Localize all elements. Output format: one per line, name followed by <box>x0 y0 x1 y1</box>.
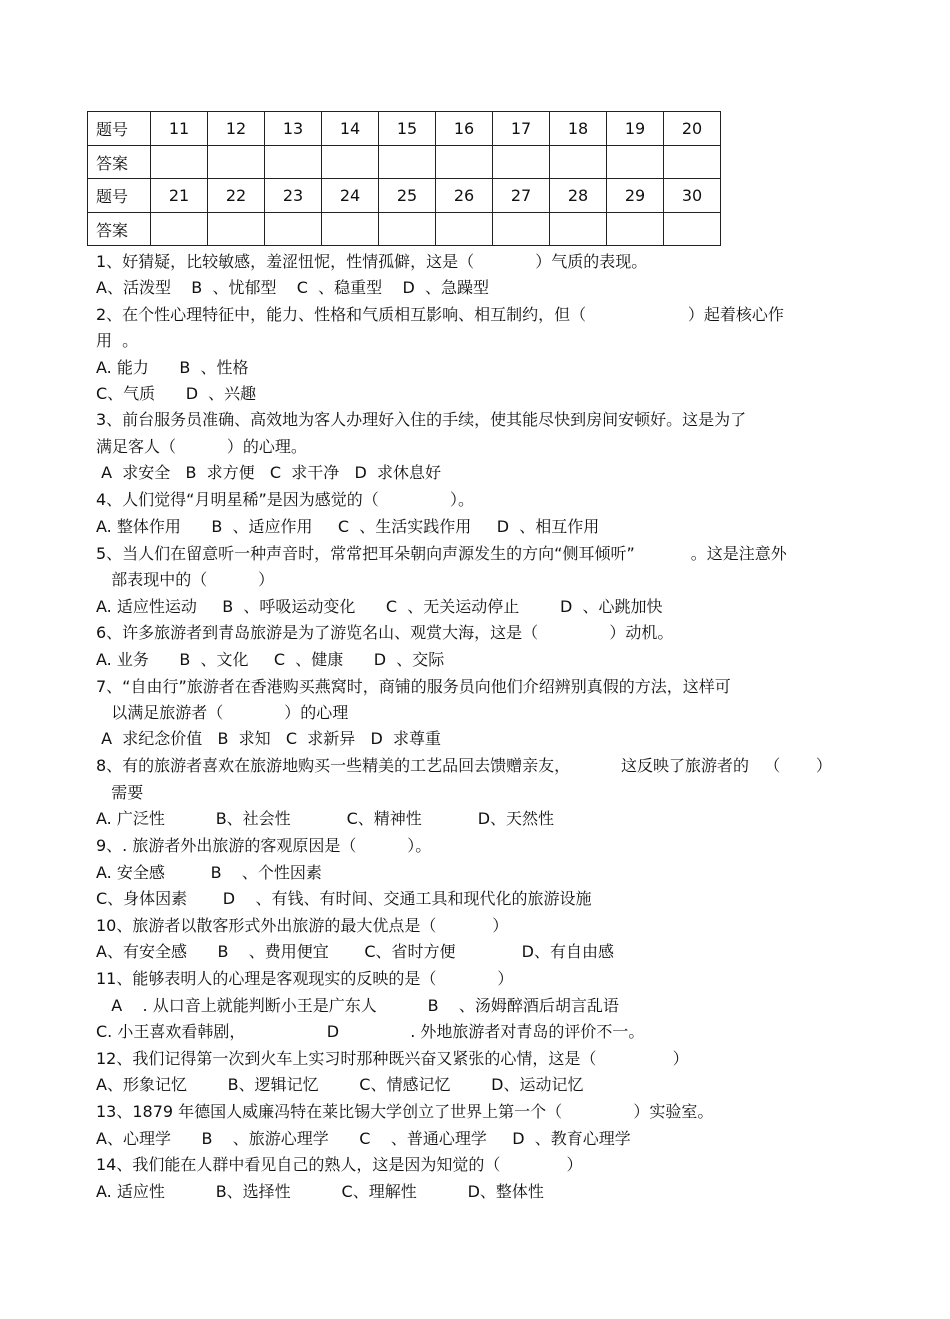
question-line: 以满足旅游者（ ）的心理 <box>96 703 349 722</box>
grid-question-number: 16 <box>436 112 493 146</box>
question-line: A. 业务 B 、文化 C 、健康 D 、交际 <box>96 650 445 669</box>
question-line: 6、许多旅游者到青岛旅游是为了游览名山、观赏大海，这是（ ）动机。 <box>96 623 674 642</box>
question-line: A、形象记忆 B、逻辑记忆 C、情感记忆 D、运动记忆 <box>96 1075 584 1094</box>
question-line: 4、人们觉得“月明星稀”是因为感觉的（ ）。 <box>96 490 474 509</box>
question-line: 13、1879 年德国人威廉冯特在莱比锡大学创立了世界上第一个（ ）实验室。 <box>96 1102 714 1121</box>
question-line: 9、. 旅游者外出旅游的客观原因是（ ）。 <box>96 836 432 855</box>
question-line: 需要 <box>96 783 144 802</box>
question-line: 满足客人（ ）的心理。 <box>96 437 307 456</box>
question-line: 部表现中的（ ） <box>96 570 275 589</box>
question-line: 12、我们记得第一次到火车上实习时那种既兴奋又紧张的心情，这是（ ） <box>96 1049 689 1068</box>
grid-question-number: 21 <box>151 179 208 213</box>
grid-question-number: 17 <box>493 112 550 146</box>
question-line: C、身体因素 D 、有钱、有时间、交通工具和现代化的旅游设施 <box>96 889 592 908</box>
question-line: 14、我们能在人群中看见自己的熟人，这是因为知觉的（ ） <box>96 1155 583 1174</box>
question-line: A 求安全 B 求方便 C 求干净 D 求休息好 <box>96 463 441 482</box>
grid-row-label: 答案 <box>88 213 151 246</box>
question-line: 5、当人们在留意听一种声音时，常常把耳朵朝向声源发生的方向“侧耳倾听” 。这是注意外 <box>96 544 787 563</box>
grid-question-number: 24 <box>322 179 379 213</box>
question-line: C. 小王喜欢看韩剧， D . 外地旅游者对青岛的评价不一。 <box>96 1022 645 1041</box>
grid-question-number: 20 <box>664 112 721 146</box>
grid-question-number: 23 <box>265 179 322 213</box>
question-line: A、活泼型 B 、忧郁型 C 、稳重型 D 、急躁型 <box>96 278 489 297</box>
question-line: A. 广泛性 B、社会性 C、精神性 D、天然性 <box>96 809 555 828</box>
grid-question-number: 18 <box>550 112 607 146</box>
grid-question-number: 22 <box>208 179 265 213</box>
question-line: 7、“自由行”旅游者在香港购买燕窝时，商铺的服务员向他们介绍辨别真假的方法，这样可 <box>96 677 731 696</box>
question-line: 8、有的旅游者喜欢在旅游地购买一些精美的工艺品回去馈赠亲友， 这反映了旅游者的 （ ） <box>96 756 832 775</box>
grid-row-label: 题号 <box>88 179 151 213</box>
question-line: A 求纪念价值 B 求知 C 求新异 D 求尊重 <box>96 729 441 748</box>
grid-question-number: 25 <box>379 179 436 213</box>
question-line: A . 从口音上就能判断小王是广东人 B 、汤姆醉酒后胡言乱语 <box>96 996 619 1015</box>
grid-question-number: 14 <box>322 112 379 146</box>
grid-question-number: 13 <box>265 112 322 146</box>
question-line: A. 安全感 B 、个性因素 <box>96 863 322 882</box>
question-line: 3、前台服务员准确、高效地为客人办理好入住的手续，使其能尽快到房间安顿好。这是为了 <box>96 410 747 429</box>
question-line: 11、能够表明人的心理是客观现实的反映的是（ ） <box>96 969 514 988</box>
grid-question-number: 11 <box>151 112 208 146</box>
question-line: A、有安全感 B 、费用便宜 C、省时方便 D、有自由感 <box>96 942 614 961</box>
grid-question-number: 12 <box>208 112 265 146</box>
question-line: 10、旅游者以散客形式外出旅游的最大优点是（ ） <box>96 916 509 935</box>
question-line: A. 整体作用 B 、适应作用 C 、生活实践作用 D 、相互作用 <box>96 517 600 536</box>
grid-question-number: 29 <box>607 179 664 213</box>
question-line: A. 适应性运动 B 、呼吸运动变化 C 、无关运动停止 D 、心跳加快 <box>96 597 663 616</box>
question-line: A、心理学 B 、旅游心理学 C 、普通心理学 D 、教育心理学 <box>96 1129 631 1148</box>
grid-question-number: 30 <box>664 179 721 213</box>
grid-question-number: 15 <box>379 112 436 146</box>
grid-question-number: 26 <box>436 179 493 213</box>
question-line: A. 能力 B 、性格 <box>96 358 249 377</box>
grid-question-number: 28 <box>550 179 607 213</box>
question-line: C、气质 D 、兴趣 <box>96 384 257 403</box>
grid-question-number: 19 <box>607 112 664 146</box>
grid-question-number: 27 <box>493 179 550 213</box>
question-line: A. 适应性 B、选择性 C、理解性 D、整体性 <box>96 1182 544 1201</box>
question-line: 1、好猜疑，比较敏感，羞涩忸怩，性情孤僻，这是（ ）气质的表现。 <box>96 252 648 271</box>
grid-row-label: 题号 <box>88 112 151 146</box>
question-line: 用 。 <box>96 331 139 350</box>
grid-row-label: 答案 <box>88 146 151 179</box>
question-line: 2、在个性心理特征中，能力、性格和气质相互影响、相互制约，但（ ）起着核心作 <box>96 305 784 324</box>
